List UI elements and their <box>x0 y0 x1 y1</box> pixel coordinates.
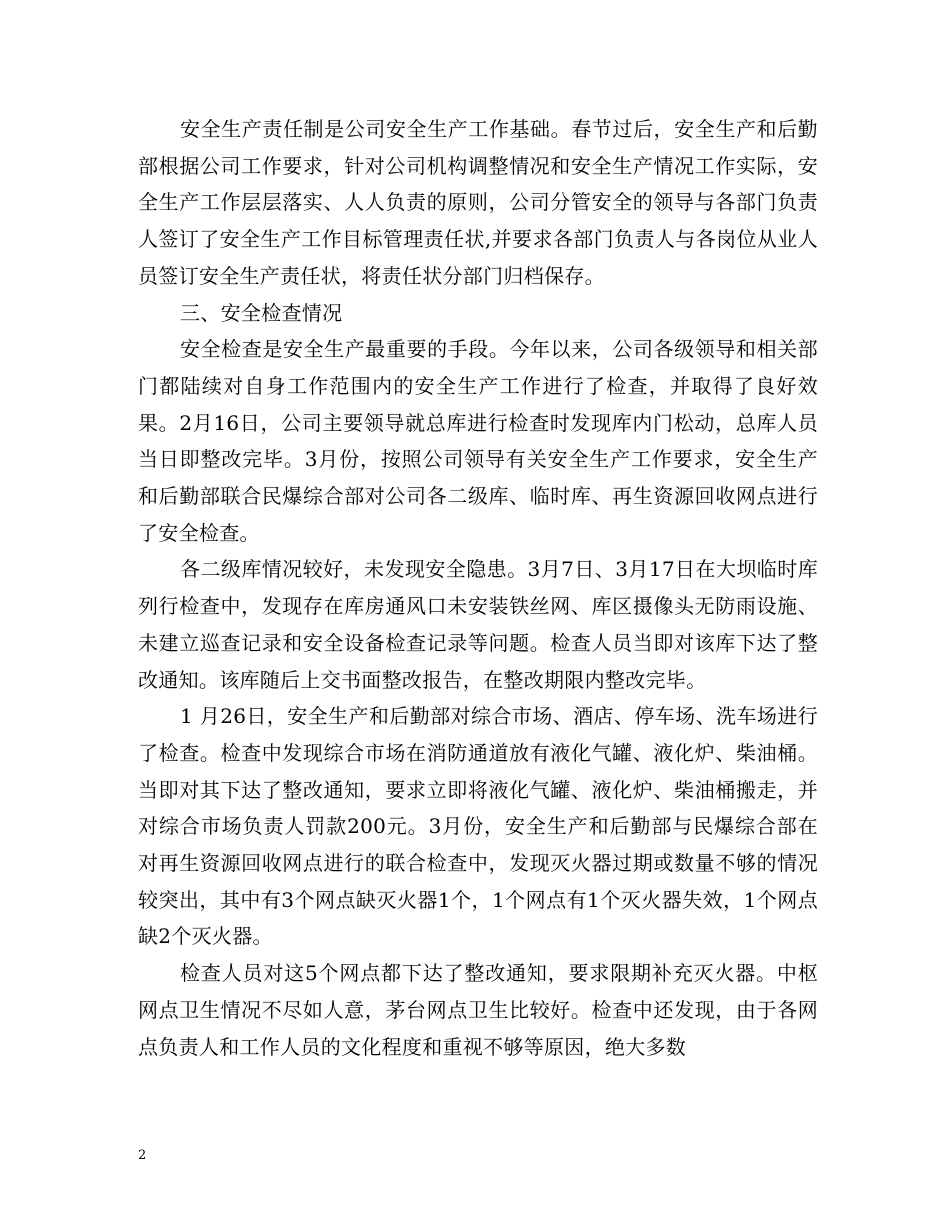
paragraph-secondary-warehouses: 各二级库情况较好，未发现安全隐患。3月7日、3月17日在大坝临时库列行检查中，发现存在库房通风口未安装铁丝网、库区摄像头无防雨设施、未建立巡查记录和安全设备检查记录等问题。检查人员当即对该库下达了整改通知。该库随后上交书面整改报告，在整改期限内整改完毕。 <box>138 557 818 692</box>
paragraph-rectification-notice: 检查人员对这5个网点都下达了整改通知，要求限期补充灭火器。中枢网点卫生情况不尽如人意，茅台网点卫生比较好。检查中还发现，由于各网点负责人和工作人员的文化程度和重视不够等原因，绝大多数 <box>138 961 818 1059</box>
document-body <box>138 111 818 1065</box>
paragraph-market-inspection: 1 月26日，安全生产和后勤部对综合市场、酒店、停车场、洗车场进行了检查。检查中发现综合市场在消防通道放有液化气罐、液化炉、柴油桶。当即对其下达了整改通知，要求立即将液化气罐、液化炉、柴油桶搬走，并对综合市场负责人罚款200元。3月份，安全生产和后勤部与民爆综合部在对再生资源回收网点进行的联合检查中，发现灭火器过期或数量不够的情况较突出，其中有3个网点缺灭火器1个，1个网点有1个灭火器失效，1个网点缺2个灭火器。 <box>138 704 818 949</box>
section-heading-safety-inspection: 三、安全检查情况 <box>180 300 343 325</box>
paragraph-safety-responsibility: 安全生产责任制是公司安全生产工作基础。春节过后，安全生产和后勤部根据公司工作要求，针对公司机构调整情况和安全生产情况工作实际，安全生产工作层层落实、人人负责的原则，公司分管安全的领导与各部门负责人签订了安全生产工作目标管理责任状,并要求各部门负责人与各岗位从业人员签订安全生产责任状，将责任状分部门归档保存。 <box>138 117 818 288</box>
paragraph-safety-inspection: 安全检查是安全生产最重要的手段。今年以来，公司各级领导和相关部门都陆续对自身工作范围内的安全生产工作进行了检查，并取得了良好效果。2月16日，公司主要领导就总库进行检查时发现库内门松动，总库人员当日即整改完毕。3月份，按照公司领导有关安全生产工作要求，安全生产和后勤部联合民爆综合部对公司各二级库、临时库、再生资源回收网点进行了安全检查。 <box>138 337 818 545</box>
page-number: 2 <box>138 1148 147 1163</box>
